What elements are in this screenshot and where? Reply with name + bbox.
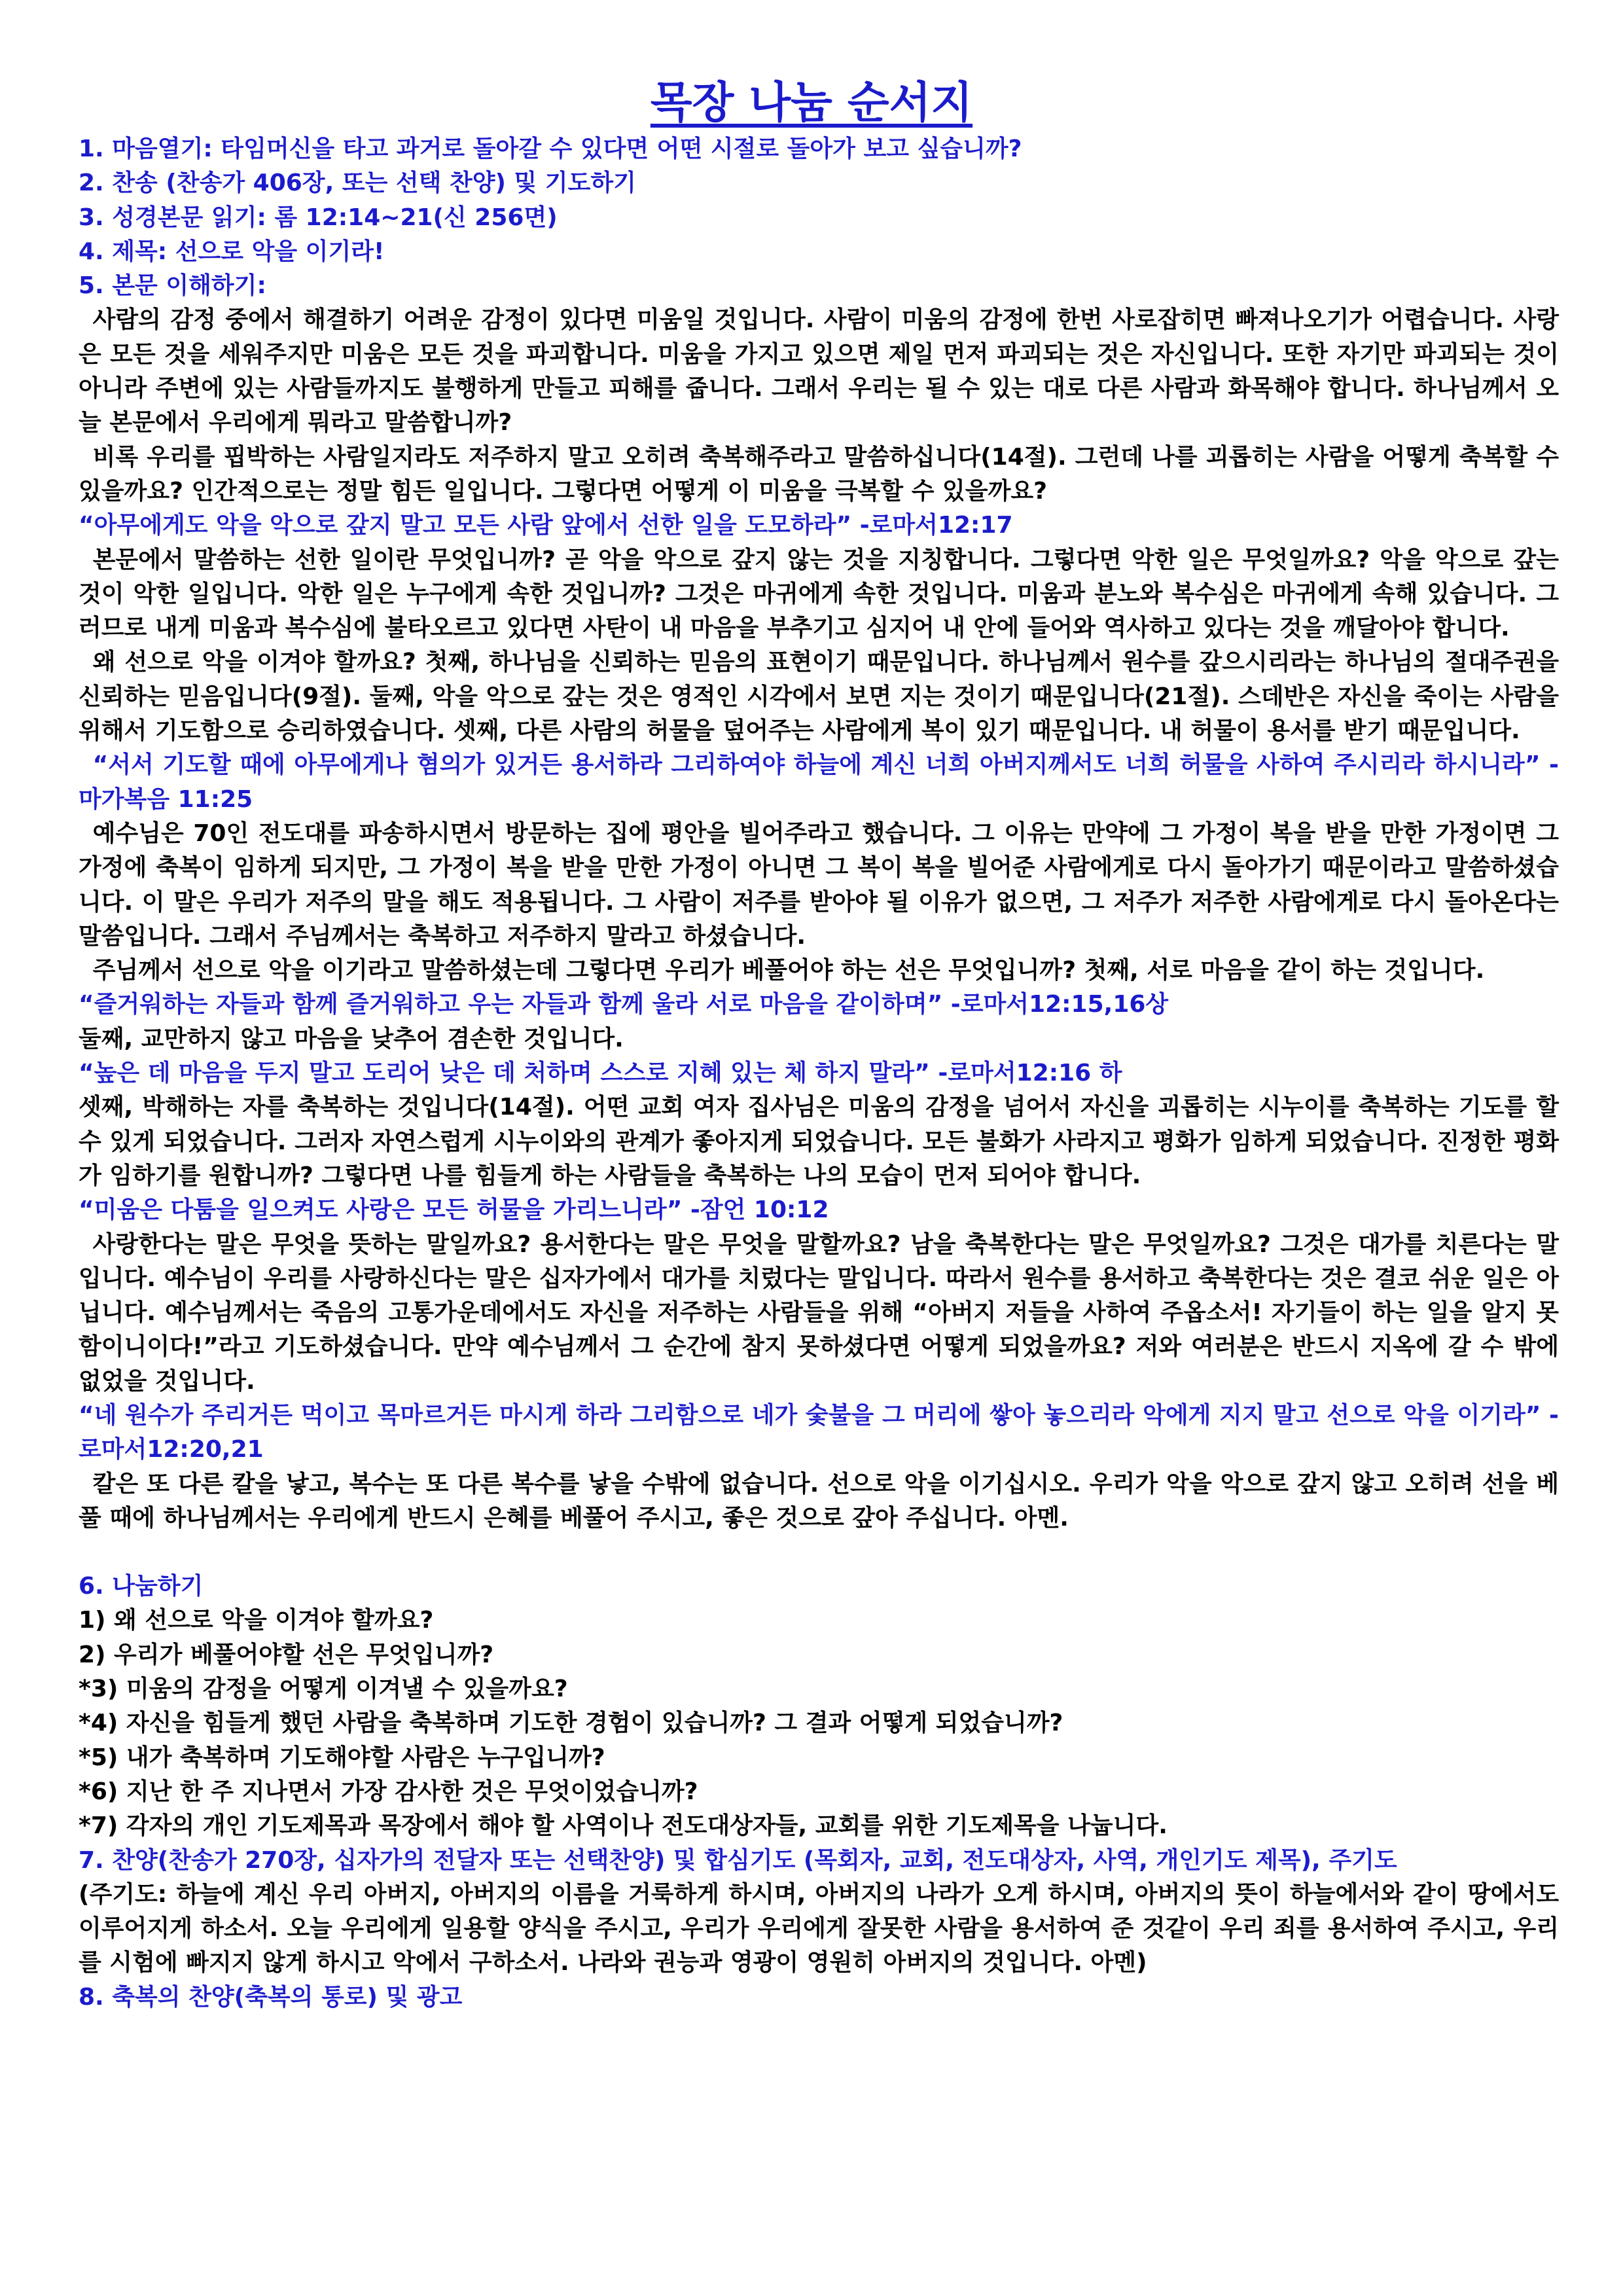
body-paragraph: 셋째, 박해하는 자를 축복하는 것입니다(14절). 어떤 교회 여자 집사님은 미움의 감정을 넘어서 자신을 괴롭히는 시누이를 축복하는 기도를 할 수 있게 되었습니다. 그러자 자연스럽게 시누이와의 관계가 좋아지게 되었습니다. 모든 불화가 사라지고 평화가 임하게 되었습니다. 진정한 평화가 임하기를 원합니까? 그렇다면 나를 힘들게 하는 사람들을 축복하는 나의 모습이 먼저 되어야 합니다.: [79, 1094, 1559, 1189]
body-paragraph: 사랑한다는 말은 무엇을 뜻하는 말일까요? 용서한다는 말은 무엇을 말할까요? 남을 축복한다는 말은 무엇일까요? 그것은 대가를 치른다는 말입니다. 예수님이 우리를 사랑하신다는 말은 십자가에서 대가를 치렀다는 말입니다. 따라서 원수를 용서하고 축복한다는 것은 결코 쉬운 일은 아닙니다. 예수님께서는 죽음의 고통가운데에서도 자신을 저주하는 사람들을 위해 “아버지 저들을 사하여 주옵소서! 자기들이 하는 일을 알지 못함이니이다!”라고 기도하셨습니다. 만약 예수님께서 그 순간에 참지 못하셨다면 어떻게 되었을까요? 저와 여러분은 반드시 지옥에 갈 수 밖에 없었을 것입니다.: [79, 1230, 1559, 1395]
body-paragraph: 왜 선으로 악을 이겨야 할까요? 첫째, 하나님을 신뢰하는 믿음의 표현이기 때문입니다. 하나님께서 원수를 갚으시리라는 하나님의 절대주권을 신뢰하는 믿음입니다(9절). 둘째, 악을 악으로 갚는 것은 영적인 시각에서 보면 지는 것이기 때문입니다(21절). 스데반은 자신을 죽이는 사람을 위해서 기도함으로 승리하였습니다. 셋째, 다른 사람의 허물을 덮어주는 사람에게 복이 있기 때문입니다. 내 허물이 용서를 받기 때문입니다.: [79, 649, 1559, 745]
item-6-sharing-heading: 6. 나눔하기: [79, 1573, 204, 1600]
item-7-praise-and-prayer: 7. 찬양(찬송가 270장, 십자가의 전달자 또는 선택찬양) 및 합심기도 (목회자, 교회, 전도대상자, 사역, 개인기도 제목), 주기도: [79, 1846, 1397, 1874]
scripture-quote: “아무에게도 악을 악으로 갚지 말고 모든 사람 앞에서 선한 일을 도모하라” -로마서12:17: [79, 512, 1013, 539]
document-body: [79, 132, 1559, 2015]
sharing-question-5: *5) 내가 축복하며 기도해야할 사람은 누구입니까?: [79, 1744, 605, 1771]
body-paragraph: 비록 우리를 핍박하는 사람일지라도 저주하지 말고 오히려 축복해주라고 말씀하십니다(14절). 그런데 나를 괴롭히는 사람을 어떻게 축복할 수 있을까요? 인간적으로는 정말 힘든 일입니다. 그렇다면 어떻게 이 미움을 극복할 수 있을까요?: [79, 443, 1559, 505]
section-spacer: [79, 1535, 1559, 1570]
body-paragraph: 사람의 감정 중에서 해결하기 어려운 감정이 있다면 미움일 것입니다. 사람이 미움의 감정에 한번 사로잡히면 빠져나오기가 어렵습니다. 사랑은 모든 것을 세워주지만 미움은 모든 것을 파괴합니다. 미움을 가지고 있으면 제일 먼저 파괴되는 것은 자신입니다. 또한 자기만 파괴되는 것이 아니라 주변에 있는 사람들까지도 불행하게 만들고 피해를 줍니다. 그래서 우리는 될 수 있는 대로 다른 사람과 화목해야 합니다. 하나님께서 오늘 본문에서 우리에게 뭐라고 말씀합니까?: [79, 306, 1559, 437]
item-5-understanding-heading: 5. 본문 이해하기:: [79, 272, 266, 300]
item-1-icebreaker: 1. 마음열기: 타임머신을 타고 과거로 돌아갈 수 있다면 어떤 시절로 돌아가 보고 싶습니까?: [79, 135, 1022, 162]
scripture-quote: “미움은 다툼을 일으켜도 사랑은 모든 허물을 가리느니라” -잠언 10:12: [79, 1196, 829, 1224]
sharing-question-3: *3) 미움의 감정을 어떻게 이겨낼 수 있을까요?: [79, 1676, 568, 1703]
body-paragraph: 주님께서 선으로 악을 이기라고 말씀하셨는데 그렇다면 우리가 베풀어야 하는 선은 무엇입니까? 첫째, 서로 마음을 같이 하는 것입니다.: [92, 957, 1485, 984]
sharing-question-2: 2) 우리가 베풀어야할 선은 무엇입니까?: [79, 1641, 494, 1668]
item-4-sermon-title: 4. 제목: 선으로 악을 이기라!: [79, 238, 385, 265]
lords-prayer: (주기도: 하늘에 계신 우리 아버지, 아버지의 이름을 거룩하게 하시며, 아버지의 나라가 오게 하시며, 아버지의 뜻이 하늘에서와 같이 땅에서도 이루어지게 하소서. 오늘 우리에게 일용할 양식을 주시고, 우리가 우리에게 잘못한 사람을 용서하여 준 것같이 우리 죄를 용서하여 주시고, 우리를 시험에 빠지지 않게 하시고 악에서 구하소서. 나라와 권능과 영광이 영원히 아버지의 것입니다. 아멘): [79, 1880, 1559, 1977]
sharing-question-4: *4) 자신을 힘들게 했던 사람을 축복하며 기도한 경험이 있습니까? 그 결과 어떻게 되었습니까?: [79, 1710, 1063, 1737]
item-8-blessing-and-announcements: 8. 축복의 찬양(축복의 통로) 및 광고: [79, 1983, 463, 2011]
scripture-quote: “서서 기도할 때에 아무에게나 혐의가 있거든 용서하라 그리하여야 하늘에 계신 너희 아버지께서도 너희 허물을 사하여 주시리라 하시니라” -마가복음 11:25: [79, 751, 1559, 813]
page-title: 목장 나눔 순서지: [650, 77, 973, 128]
sharing-question-6: *6) 지난 한 주 지나면서 가장 감사한 것은 무엇이었습니까?: [79, 1778, 698, 1805]
scripture-quote: “네 원수가 주리거든 먹이고 목마르거든 마시게 하라 그리함으로 네가 숯불을 그 머리에 쌓아 놓으리라 악에게 지지 말고 선으로 악을 이기라” -로마서12:20,21: [79, 1401, 1559, 1463]
sharing-question-7: *7) 각자의 개인 기도제목과 목장에서 해야 할 사역이나 전도대상자들, 교회를 위한 기도제목을 나눕니다.: [79, 1812, 1168, 1840]
scripture-quote: “즐거워하는 자들과 함께 즐거워하고 우는 자들과 함께 울라 서로 마음을 같이하며” -로마서12:15,16상: [79, 991, 1169, 1018]
scripture-quote: “높은 데 마음을 두지 말고 도리어 낮은 데 처하며 스스로 지혜 있는 체 하지 말라” -로마서12:16 하: [79, 1060, 1122, 1087]
body-paragraph: 칼은 또 다른 칼을 낳고, 복수는 또 다른 복수를 낳을 수밖에 없습니다. 선으로 악을 이기십시오. 우리가 악을 악으로 갚지 않고 오히려 선을 베풀 때에 하나님께서는 우리에게 반드시 은혜를 베풀어 주시고, 좋은 것으로 갚아 주십니다. 아멘.: [79, 1470, 1559, 1532]
sharing-question-1: 1) 왜 선으로 악을 이겨야 할까요?: [79, 1607, 434, 1634]
item-2-hymn: 2. 찬송 (찬송가 406장, 또는 선택 찬양) 및 기도하기: [79, 170, 636, 197]
item-3-scripture: 3. 성경본문 읽기: 롬 12:14~21(신 256면): [79, 204, 558, 231]
body-paragraph: 둘째, 교만하지 않고 마음을 낮추어 겸손한 것입니다.: [79, 1025, 624, 1052]
body-paragraph: 예수님은 70인 전도대를 파송하시면서 방문하는 집에 평안을 빌어주라고 했습니다. 그 이유는 만약에 그 가정이 복을 받을 만한 가정이면 그 가정에 축복이 임하게 되지만, 그 가정이 복을 받을 만한 가정이 아니면 그 복이 복을 빌어준 사람에게로 다시 돌아가기 때문이라고 말씀하셨습니다. 이 말은 우리가 저주의 말을 해도 적용됩니다. 그 사람이 저주를 받아야 될 이유가 없으면, 그 저주가 저주한 사람에게로 다시 돌아온다는 말씀입니다. 그래서 주님께서는 축복하고 저주하지 말라고 하셨습니다.: [79, 819, 1559, 950]
body-paragraph: 본문에서 말씀하는 선한 일이란 무엇입니까? 곧 악을 악으로 갚지 않는 것을 지칭합니다. 그렇다면 악한 일은 무엇일까요? 악을 악으로 갚는 것이 악한 일입니다. 악한 일은 누구에게 속한 것입니까? 그것은 마귀에게 속한 것입니다. 미움과 분노와 복수심은 마귀에게 속해 있습니다. 그러므로 내게 미움과 복수심에 불타오르고 있다면 사탄이 내 마음을 부추기고 심지어 내 안에 들어와 역사하고 있다는 것을 깨달아야 합니다.: [79, 546, 1559, 642]
